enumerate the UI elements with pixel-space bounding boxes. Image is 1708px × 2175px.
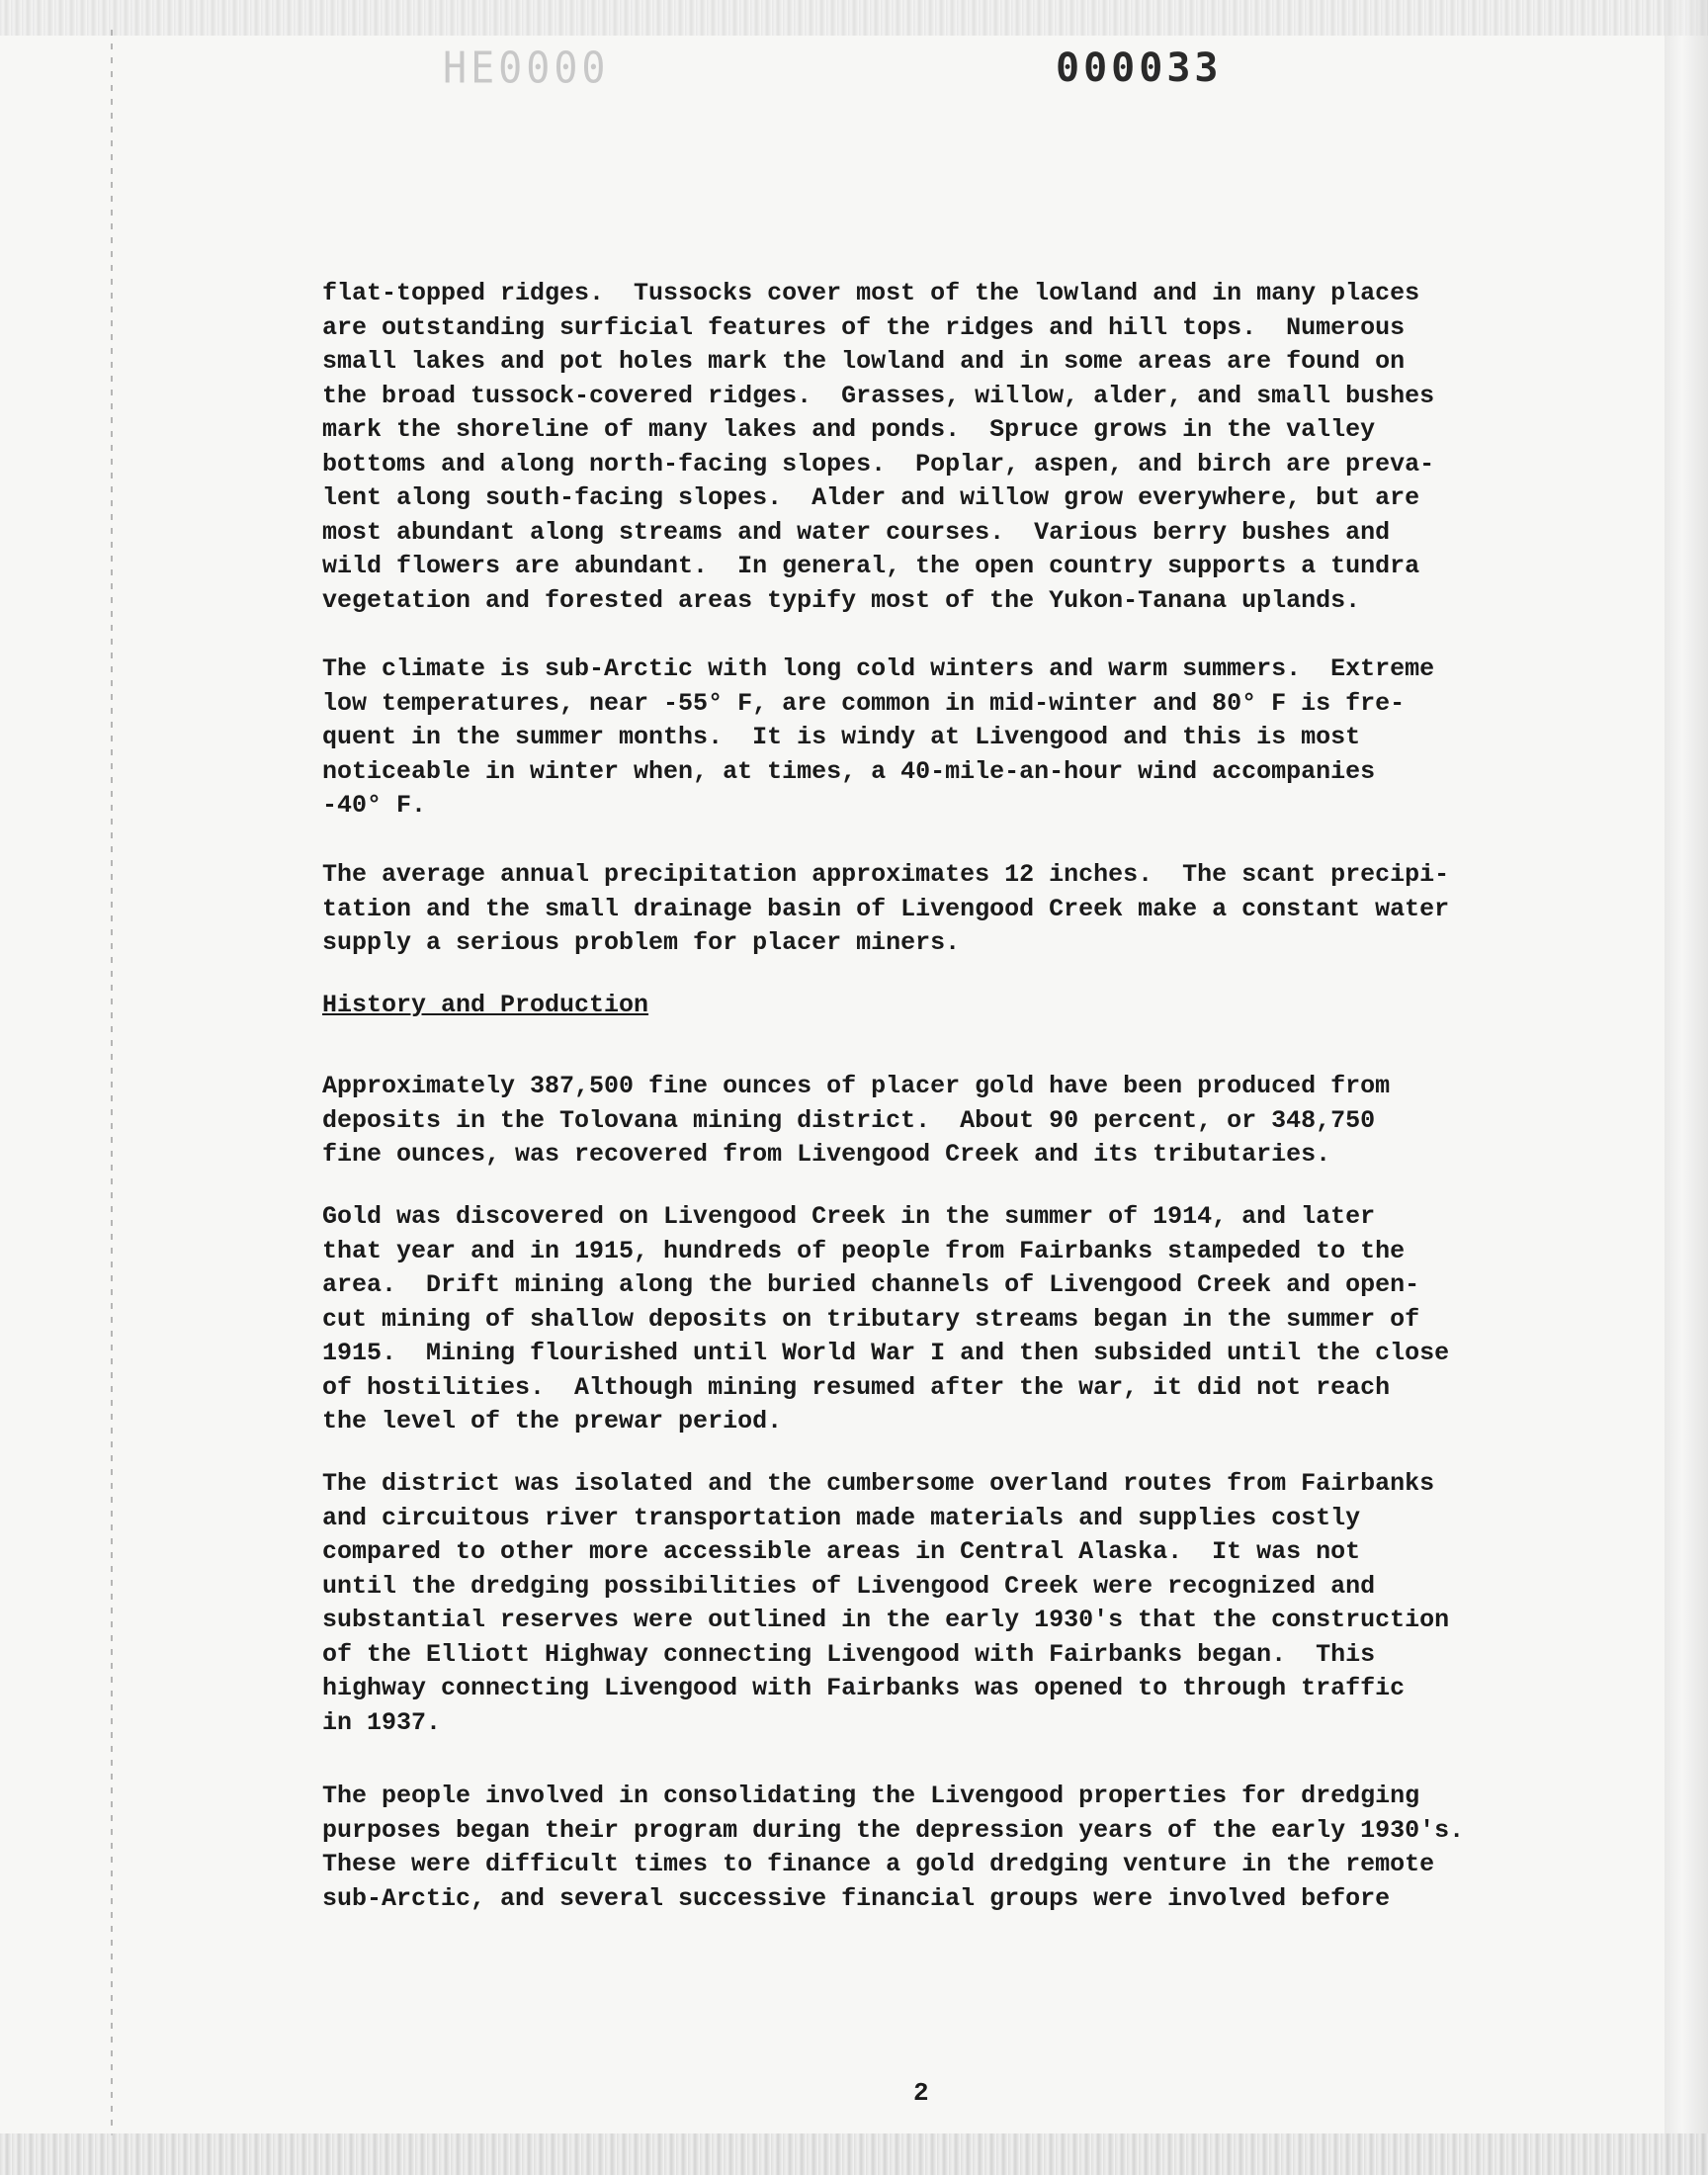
paragraph-consolidation bbox=[322, 1780, 1464, 1916]
paragraph-climate bbox=[322, 652, 1434, 824]
text-line: are outstanding surficial features of the ridges and hill tops. Numerous bbox=[322, 312, 1406, 342]
text-line: tation and the small drainage basin of Livengood Creek make a constant water bbox=[322, 894, 1450, 923]
text-line: area. Drift mining along the buried channels of Livengood Creek and open- bbox=[322, 1270, 1420, 1299]
text-line: noticeable in winter when, at times, a 40-mile-an-hour wind accompanies bbox=[322, 756, 1376, 786]
text-line: in 1937. bbox=[322, 1707, 442, 1737]
text-line: quent in the summer months. It is windy at Livengood and this is most bbox=[322, 723, 1361, 751]
text-line: supply a serious problem for placer miners. bbox=[322, 928, 961, 957]
paragraph-district bbox=[322, 1467, 1449, 1740]
paragraph-precipitation bbox=[322, 858, 1449, 961]
scan-edge-left bbox=[111, 30, 113, 2135]
text-line: of the Elliott Highway connecting Livengood with Fairbanks began. This bbox=[322, 1639, 1376, 1669]
text-line: lent along south-facing slopes. Alder and willow grow everywhere, but are bbox=[322, 483, 1420, 512]
text-line: cut mining of shallow deposits on tributary streams began in the summer of bbox=[322, 1304, 1420, 1334]
text-line: low temperatures, near -55° F, are common in mid-winter and 80° F is fre- bbox=[322, 688, 1406, 718]
text-line: Approximately 387,500 fine ounces of placer gold have been produced from bbox=[322, 1072, 1391, 1100]
text-line: The district was isolated and the cumbersome overland routes from Fairbanks bbox=[322, 1469, 1435, 1498]
text-line: The climate is sub-Arctic with long cold winters and warm summers. Extreme bbox=[322, 654, 1435, 683]
text-line: -40° F. bbox=[322, 791, 427, 820]
text-line: and circuitous river transportation made materials and supplies costly bbox=[322, 1503, 1361, 1532]
text-line: substantial reserves were outlined in the early 1930's that the construction bbox=[322, 1606, 1450, 1634]
text-line: fine ounces, was recovered from Livengood Creek and its tributaries. bbox=[322, 1140, 1331, 1169]
text-line: most abundant along streams and water courses. Various berry bushes and bbox=[322, 517, 1391, 547]
text-line: the level of the prewar period. bbox=[322, 1407, 783, 1436]
text-line: purposes began their program during the depression years of the early 1930's. bbox=[322, 1815, 1465, 1845]
text-line: the broad tussock-covered ridges. Grasses, willow, alder, and small bushes bbox=[322, 381, 1435, 410]
paragraph-production bbox=[322, 1070, 1390, 1173]
text-line: The average annual precipitation approximates 12 inches. The scant precipi- bbox=[322, 860, 1450, 889]
paragraph-discovery bbox=[322, 1200, 1449, 1439]
text-line: sub-Arctic, and several successive financial groups were involved before bbox=[322, 1883, 1391, 1913]
text-line: vegetation and forested areas typify most of the Yukon-Tanana uplands. bbox=[322, 585, 1361, 615]
text-line: flat-topped ridges. Tussocks cover most of the lowland and in many places bbox=[322, 279, 1420, 307]
text-line: Gold was discovered on Livengood Creek in the summer of 1914, and later bbox=[322, 1202, 1376, 1231]
text-line: The people involved in consolidating the Livengood properties for dredging bbox=[322, 1782, 1420, 1810]
text-line: These were difficult times to finance a gold dredging venture in the remote bbox=[322, 1850, 1435, 1878]
text-line: wild flowers are abundant. In general, the open country supports a tundra bbox=[322, 552, 1420, 580]
text-line: until the dredging possibilities of Livengood Creek were recognized and bbox=[322, 1571, 1376, 1601]
document-stamp-number: 000033 bbox=[1056, 45, 1223, 91]
text-line: small lakes and pot holes mark the lowland and in some areas are found on bbox=[322, 347, 1406, 376]
text-line: bottoms and along north-facing slopes. Poplar, aspen, and birch are preva- bbox=[322, 449, 1435, 478]
scan-edge-bottom bbox=[0, 2133, 1708, 2175]
paragraph-vegetation bbox=[322, 277, 1434, 618]
faint-stamp-number: HE0000 bbox=[443, 43, 610, 94]
text-line: 1915. Mining flourished until World War I and then subsided until the close bbox=[322, 1339, 1450, 1367]
text-line: compared to other more accessible areas in Central Alaska. It was not bbox=[322, 1537, 1361, 1566]
scan-edge-top bbox=[0, 0, 1708, 36]
section-heading: History and Production bbox=[322, 991, 649, 1019]
text-line: of hostilities. Although mining resumed after the war, it did not reach bbox=[322, 1372, 1391, 1402]
page-number: 2 bbox=[913, 2078, 929, 2108]
scan-edge-right bbox=[1665, 0, 1708, 2175]
text-line: mark the shoreline of many lakes and ponds. Spruce grows in the valley bbox=[322, 415, 1376, 444]
text-line: deposits in the Tolovana mining district. About 90 percent, or 348,750 bbox=[322, 1105, 1376, 1135]
text-line: highway connecting Livengood with Fairbanks was opened to through traffic bbox=[322, 1674, 1406, 1702]
text-line: that year and in 1915, hundreds of people from Fairbanks stampeded to the bbox=[322, 1236, 1406, 1265]
